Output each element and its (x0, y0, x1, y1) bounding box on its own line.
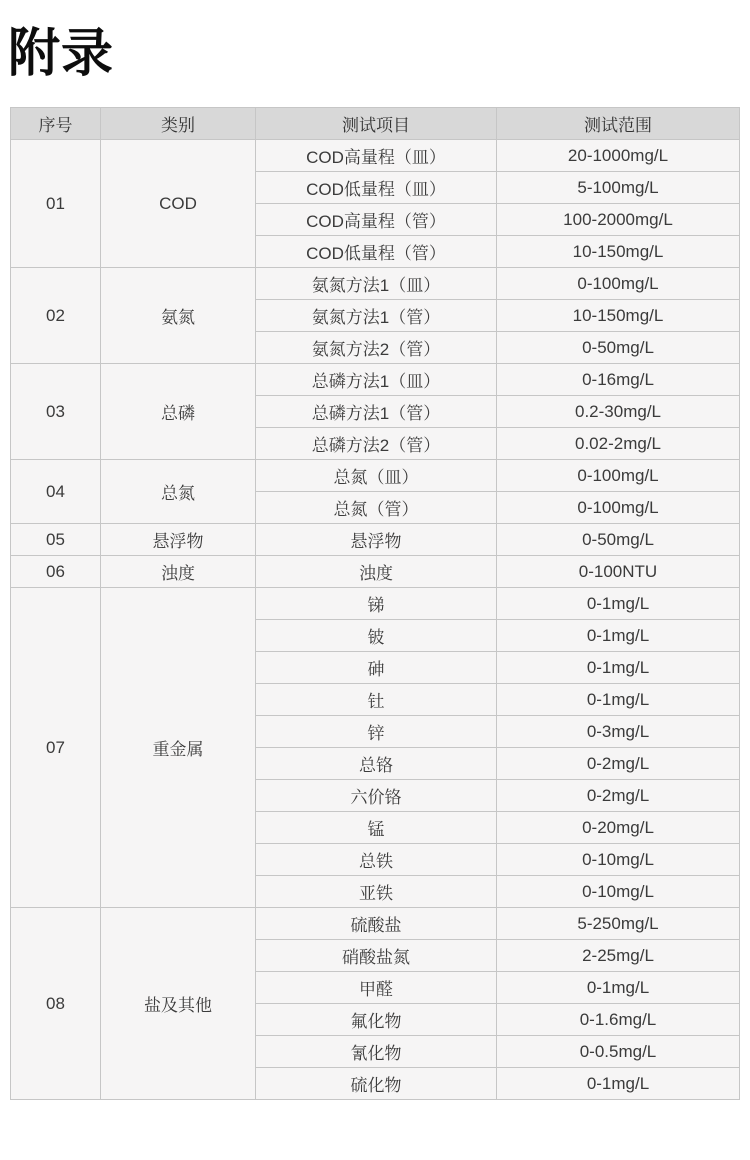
cell-test-item: 钍 (256, 684, 497, 716)
cell-test-range: 0-10mg/L (497, 876, 740, 908)
cell-test-item: 硫酸盐 (256, 908, 497, 940)
table-row (11, 364, 740, 396)
cell-test-range: 2-25mg/L (497, 940, 740, 972)
cell-test-range: 0-100mg/L (497, 460, 740, 492)
column-header-category: 类别 (101, 108, 256, 140)
cell-serial: 07 (11, 588, 101, 908)
cell-test-item: COD高量程（管） (256, 204, 497, 236)
cell-test-item: 铍 (256, 620, 497, 652)
table-row (11, 460, 740, 492)
cell-test-item: 氟化物 (256, 1004, 497, 1036)
cell-test-range: 5-100mg/L (497, 172, 740, 204)
cell-test-range: 0-1mg/L (497, 652, 740, 684)
cell-test-range: 0.02-2mg/L (497, 428, 740, 460)
cell-test-item: 总铁 (256, 844, 497, 876)
cell-test-item: 总磷方法1（皿） (256, 364, 497, 396)
cell-test-item: 亚铁 (256, 876, 497, 908)
cell-test-range: 10-150mg/L (497, 300, 740, 332)
cell-test-item: 六价铬 (256, 780, 497, 812)
cell-test-item: 总铬 (256, 748, 497, 780)
cell-test-item: 氨氮方法2（管） (256, 332, 497, 364)
cell-test-item: COD低量程（皿） (256, 172, 497, 204)
column-header-test-range: 测试范围 (497, 108, 740, 140)
cell-category: 悬浮物 (101, 524, 256, 556)
page-title: 附录 (8, 25, 115, 83)
cell-category: COD (101, 140, 256, 268)
test-spec-table (10, 107, 740, 1100)
cell-test-range: 0-2mg/L (497, 780, 740, 812)
cell-test-item: 甲醛 (256, 972, 497, 1004)
table-row (11, 556, 740, 588)
cell-test-item: COD低量程（管） (256, 236, 497, 268)
table-header-row (11, 108, 740, 140)
cell-test-range: 0-0.5mg/L (497, 1036, 740, 1068)
cell-test-range: 0-100mg/L (497, 492, 740, 524)
column-header-serial: 序号 (11, 108, 101, 140)
cell-category: 重金属 (101, 588, 256, 908)
cell-test-item: COD高量程（皿） (256, 140, 497, 172)
table-row (11, 524, 740, 556)
cell-serial: 06 (11, 556, 101, 588)
cell-test-item: 硫化物 (256, 1068, 497, 1100)
cell-test-item: 锰 (256, 812, 497, 844)
cell-test-range: 0-20mg/L (497, 812, 740, 844)
cell-test-range: 0-1mg/L (497, 972, 740, 1004)
cell-test-range: 20-1000mg/L (497, 140, 740, 172)
cell-category: 氨氮 (101, 268, 256, 364)
table-row (11, 908, 740, 940)
cell-test-range: 10-150mg/L (497, 236, 740, 268)
cell-test-item: 氨氮方法1（皿） (256, 268, 497, 300)
cell-test-range: 0-1.6mg/L (497, 1004, 740, 1036)
table-row (11, 268, 740, 300)
cell-serial: 04 (11, 460, 101, 524)
cell-test-item: 总磷方法2（管） (256, 428, 497, 460)
cell-serial: 03 (11, 364, 101, 460)
cell-test-item: 锌 (256, 716, 497, 748)
table-row (11, 588, 740, 620)
cell-test-item: 总磷方法1（管） (256, 396, 497, 428)
cell-test-range: 0-3mg/L (497, 716, 740, 748)
cell-test-range: 0-1mg/L (497, 1068, 740, 1100)
cell-test-range: 0-10mg/L (497, 844, 740, 876)
cell-category: 盐及其他 (101, 908, 256, 1100)
cell-test-range: 0-16mg/L (497, 364, 740, 396)
column-header-test-item: 测试项目 (256, 108, 497, 140)
cell-test-range: 0-1mg/L (497, 620, 740, 652)
cell-test-item: 总氮（管） (256, 492, 497, 524)
cell-test-range: 0.2-30mg/L (497, 396, 740, 428)
cell-test-item: 总氮（皿） (256, 460, 497, 492)
cell-test-item: 锑 (256, 588, 497, 620)
cell-serial: 05 (11, 524, 101, 556)
cell-serial: 02 (11, 268, 101, 364)
cell-test-range: 0-2mg/L (497, 748, 740, 780)
cell-test-range: 0-50mg/L (497, 524, 740, 556)
cell-test-range: 100-2000mg/L (497, 204, 740, 236)
cell-test-item: 浊度 (256, 556, 497, 588)
cell-test-item: 砷 (256, 652, 497, 684)
cell-test-item: 悬浮物 (256, 524, 497, 556)
cell-serial: 08 (11, 908, 101, 1100)
cell-test-item: 氰化物 (256, 1036, 497, 1068)
cell-category: 总氮 (101, 460, 256, 524)
cell-test-item: 氨氮方法1（管） (256, 300, 497, 332)
cell-test-range: 0-1mg/L (497, 588, 740, 620)
cell-test-range: 0-1mg/L (497, 684, 740, 716)
cell-test-range: 0-100mg/L (497, 268, 740, 300)
cell-test-item: 硝酸盐氮 (256, 940, 497, 972)
cell-category: 总磷 (101, 364, 256, 460)
cell-test-range: 0-50mg/L (497, 332, 740, 364)
cell-test-range: 0-100NTU (497, 556, 740, 588)
cell-test-range: 5-250mg/L (497, 908, 740, 940)
cell-serial: 01 (11, 140, 101, 268)
cell-category: 浊度 (101, 556, 256, 588)
table-row (11, 140, 740, 172)
